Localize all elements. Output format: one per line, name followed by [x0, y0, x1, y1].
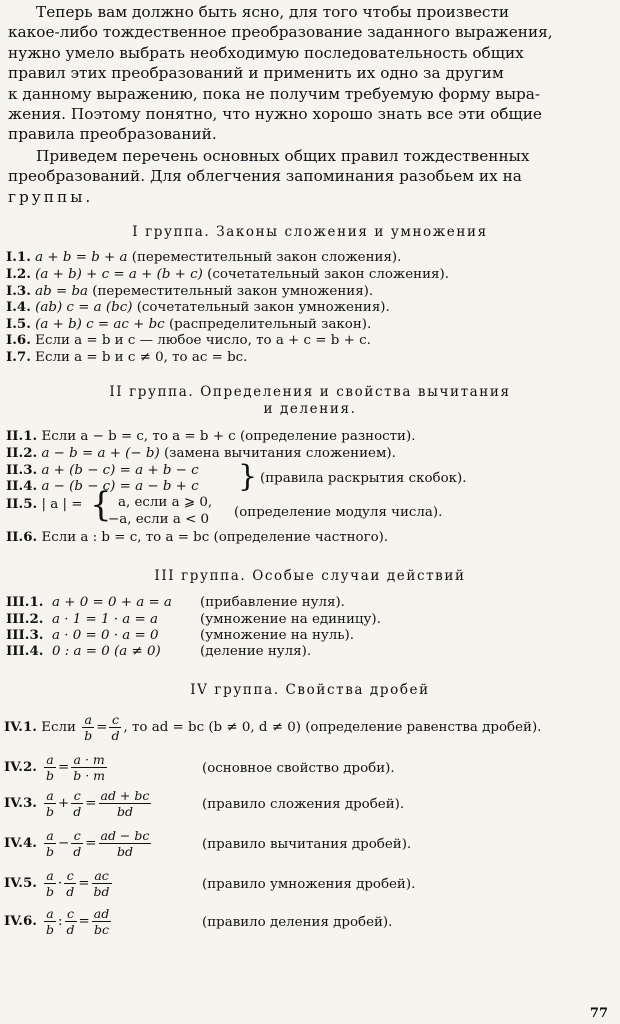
rule-label: II.5. [6, 496, 38, 512]
fraction [99, 828, 152, 859]
rule-ii-6 [6, 529, 388, 546]
fraction-denominator: b [46, 922, 55, 937]
fraction [71, 788, 83, 819]
fraction [109, 712, 121, 743]
modulus-case-2: −a, если a < 0 [108, 512, 210, 527]
rule-ii-5 [6, 496, 82, 513]
fraction [44, 828, 56, 859]
intro-paragraph-2 [8, 146, 612, 207]
cases-brace: { [90, 485, 112, 525]
fraction [65, 906, 77, 937]
operator: : [58, 914, 63, 929]
rule-note: (умножение на нуль). [200, 628, 355, 643]
fraction-denominator: d [66, 922, 75, 937]
rule-note: (переместительный закон сложения). [131, 250, 402, 265]
rule-note: (определение разности). [239, 429, 416, 444]
rule-i-6 [6, 332, 371, 349]
rule-formula: , то ad = bc (b ≠ 0, d ≠ 0) [123, 720, 301, 735]
group-2-heading-line-1: II группа. Определения и свойства вычитания [109, 384, 511, 400]
rule-note: (умножение на единицу). [200, 612, 381, 627]
rule-label: IV.4. [4, 835, 37, 851]
rule-label: II.2. [6, 445, 38, 461]
rule-note: (переместительный закон умножения). [92, 284, 374, 299]
rule-label: II.6. [6, 529, 38, 545]
rule-label: III.2. [6, 611, 44, 627]
rule-label: I.7. [6, 349, 31, 365]
rule-i-7 [6, 349, 247, 366]
fraction-denominator: b [46, 804, 55, 819]
rule-iv-2: IV.2. $\frac{a}{b}$ = $\frac{a \cdot m}{b \cdot m}$ [4, 752, 106, 783]
fraction [71, 752, 107, 783]
fraction-denominator: d [66, 884, 75, 899]
rule-note: (прибавление нуля). [200, 595, 345, 610]
rule-ii-5-note: (определение модуля числа). [234, 505, 443, 520]
rule-label: I.6. [6, 332, 31, 348]
rule-label: IV.3. [4, 795, 37, 811]
fraction-numerator: a [44, 906, 56, 922]
rule-label: I.2. [6, 266, 31, 282]
text-line: группы. [8, 187, 94, 206]
rule-formula: | a | = [41, 497, 83, 512]
group-4-heading: IV группа. Свойства дробей [190, 682, 430, 698]
rule-i-4 [6, 299, 390, 316]
fraction-numerator: ad [93, 906, 110, 921]
rule-formula: a + b = b + a [35, 250, 128, 265]
fraction-denominator: d [73, 804, 82, 819]
operator: − [58, 836, 70, 851]
rule-formula: 0 : a = 0 (a ≠ 0) [52, 644, 161, 659]
rule-iv-3: IV.3. $\frac{a}{b}$ + $\frac{c}{d}$ = $\frac{ad + bc}{bd}$ [4, 788, 150, 819]
fraction-numerator: ad − bc [100, 828, 150, 843]
text-line: Теперь вам должно быть ясно, для того чтобы произвести [36, 3, 510, 21]
rule-formula: (a + b) + c = a + (b + c) [35, 267, 203, 282]
rule-label: I.3. [6, 283, 31, 299]
rule-note: (замена вычитания сложением). [163, 446, 396, 461]
fraction-denominator: b [46, 844, 55, 859]
fraction-numerator: c [71, 788, 83, 804]
fraction-numerator: a [44, 788, 56, 804]
rule-ii-2 [6, 445, 396, 462]
fraction-numerator: c [64, 868, 76, 884]
fraction [82, 712, 94, 743]
fraction-denominator: d [73, 844, 82, 859]
modulus-case-1: a, если a ⩾ 0, [118, 495, 213, 510]
fraction [92, 868, 112, 899]
fraction-denominator: bd [93, 884, 110, 899]
rule-i-2 [6, 266, 449, 283]
rule-i-3 [6, 283, 373, 300]
fraction [44, 752, 56, 783]
group-2-heading-line-2: и деления. [263, 401, 357, 417]
fraction-numerator: a · m [71, 752, 107, 768]
rule-label: II.1. [6, 428, 38, 444]
fraction [44, 868, 56, 899]
rule-note: (определение равенства дробей). [305, 720, 542, 735]
rule-formula: Если a − b = c, то a = b + c [41, 429, 236, 444]
rule-formula: Если a : b = c, то a = bc [41, 530, 210, 545]
rule-iv-5: IV.5. $\frac{a}{b}$ · $\frac{c}{d}$ = $\frac{ac}{bd}$ [4, 868, 110, 899]
fraction [44, 906, 56, 937]
rule-label: I.1. [6, 249, 31, 265]
rule-note: (деление нуля). [200, 644, 312, 659]
rule-iv-1: IV.1. Если $\frac{a}{b}$ = $\frac{c}{d}$ , то ad = bc (b ≠ 0, d ≠ 0) (определение равенства дробей). [4, 712, 542, 743]
rule-ii-3-4-note: (правила раскрытия скобок). [260, 471, 467, 486]
fraction-denominator: d [111, 728, 120, 743]
rule-label: II.3. [6, 462, 38, 478]
rule-iv-4-note: (правило вычитания дробей). [202, 837, 412, 852]
fraction-denominator: b [46, 884, 55, 899]
rule-note: (распределительный закон). [168, 317, 372, 332]
rule-note: (сочетательный закон сложения). [207, 267, 449, 282]
rule-formula: a − b = a + (− b) [41, 446, 160, 461]
rule-iii-2 [6, 611, 381, 628]
text-line: какое-либо тождественное преобразование заданного выражения, [8, 23, 553, 42]
rule-iii-1 [6, 594, 345, 611]
rule-formula: a · 0 = 0 · a = 0 [52, 628, 159, 643]
rule-label: III.4. [6, 643, 44, 659]
fraction-numerator: a [44, 868, 56, 884]
rule-ii-1 [6, 428, 415, 445]
rule-label: IV.1. [4, 719, 37, 735]
text-line: преобразований. Для облегчения запоминания разобьем их на [8, 167, 522, 186]
fraction-denominator: bd [116, 804, 133, 819]
fraction-denominator: b [84, 728, 93, 743]
fraction [64, 868, 76, 899]
text-line: нужно умело выбрать необходимую последовательность общих [8, 43, 524, 62]
text-line: Приведем перечень основных общих правил тождественных [36, 147, 530, 165]
rule-iv-6: IV.6. $\frac{a}{b}$ : $\frac{c}{d}$ = $\frac{ad}{bc}$ [4, 906, 110, 937]
fraction-numerator: a [82, 712, 94, 728]
rule-label: III.3. [6, 627, 44, 643]
rule-formula: ab = ba [35, 284, 89, 299]
group-3-heading: III группа. Особые случаи действий [154, 568, 466, 584]
operator: + [58, 796, 70, 811]
fraction-denominator: bc [94, 922, 110, 937]
fraction [71, 828, 83, 859]
fraction-denominator: bd [116, 844, 133, 859]
rule-formula: a + (b − c) = a + b − c [41, 463, 199, 478]
rule-label: I.5. [6, 316, 31, 332]
fraction-numerator: c [65, 906, 77, 922]
rule-formula: a + 0 = 0 + a = a [52, 595, 172, 610]
rule-iv-5-note: (правило умножения дробей). [202, 877, 416, 892]
rule-i-1 [6, 249, 401, 266]
group-1-heading: I группа. Законы сложения и умножения [132, 224, 488, 240]
rule-formula: (a + b) c = ac + bc [35, 317, 165, 332]
brackets-brace: } [238, 459, 258, 494]
rule-formula: a − (b − c) = a − b + c [41, 479, 199, 494]
text-line: правила преобразований. [8, 125, 217, 144]
fraction-denominator: b [46, 768, 55, 783]
rule-iii-3 [6, 627, 354, 644]
text-line: к данному выражению, пока не получим требуемую форму выра- [8, 84, 541, 103]
text-line: жения. Поэтому понятно, что нужно хорошо знать все эти общие [8, 105, 542, 124]
operator: · [58, 876, 63, 891]
fraction [99, 788, 152, 819]
fraction [44, 788, 56, 819]
rule-formula: Если a = b и c — любое число, то a + c = b + c. [35, 333, 371, 348]
rule-label: I.4. [6, 299, 31, 315]
rule-label: II.4. [6, 478, 38, 494]
fraction-numerator: ac [92, 868, 112, 884]
rule-iii-4 [6, 643, 311, 660]
fraction-denominator: b · m [73, 768, 106, 783]
rule-label: IV.6. [4, 913, 37, 929]
intro-paragraph-1 [8, 2, 612, 145]
text-line: правил этих преобразований и применить их одно за другим [8, 64, 504, 83]
fraction-numerator: ad + bc [100, 788, 150, 803]
rule-note: (определение частного). [213, 530, 389, 545]
rule-prefix: Если [41, 720, 76, 735]
fraction-numerator: c [109, 712, 121, 728]
rule-formula: Если a = b и c ≠ 0, то ac = bc. [35, 350, 248, 365]
fraction-numerator: c [71, 828, 83, 844]
rule-iv-4: IV.4. $\frac{a}{b}$ − $\frac{c}{d}$ = $\frac{ad - bc}{bd}$ [4, 828, 150, 859]
rule-iv-2-note: (основное свойство дроби). [202, 761, 395, 776]
rule-label: IV.2. [4, 759, 37, 775]
rule-ii-3 [6, 462, 199, 479]
fraction-numerator: a [44, 752, 56, 768]
fraction [92, 906, 111, 937]
rule-note: (сочетательный закон умножения). [136, 300, 390, 315]
rule-formula: (ab) c = a (bc) [35, 300, 133, 315]
rule-formula: a · 1 = 1 · a = a [52, 612, 158, 627]
fraction-numerator: a [44, 828, 56, 844]
rule-iv-3-note: (правило сложения дробей). [202, 797, 405, 812]
rule-i-5 [6, 316, 371, 333]
rule-iv-6-note: (правило деления дробей). [202, 915, 393, 930]
page-number: 77 [589, 1006, 608, 1021]
rule-label: IV.5. [4, 875, 37, 891]
rule-label: III.1. [6, 594, 44, 610]
